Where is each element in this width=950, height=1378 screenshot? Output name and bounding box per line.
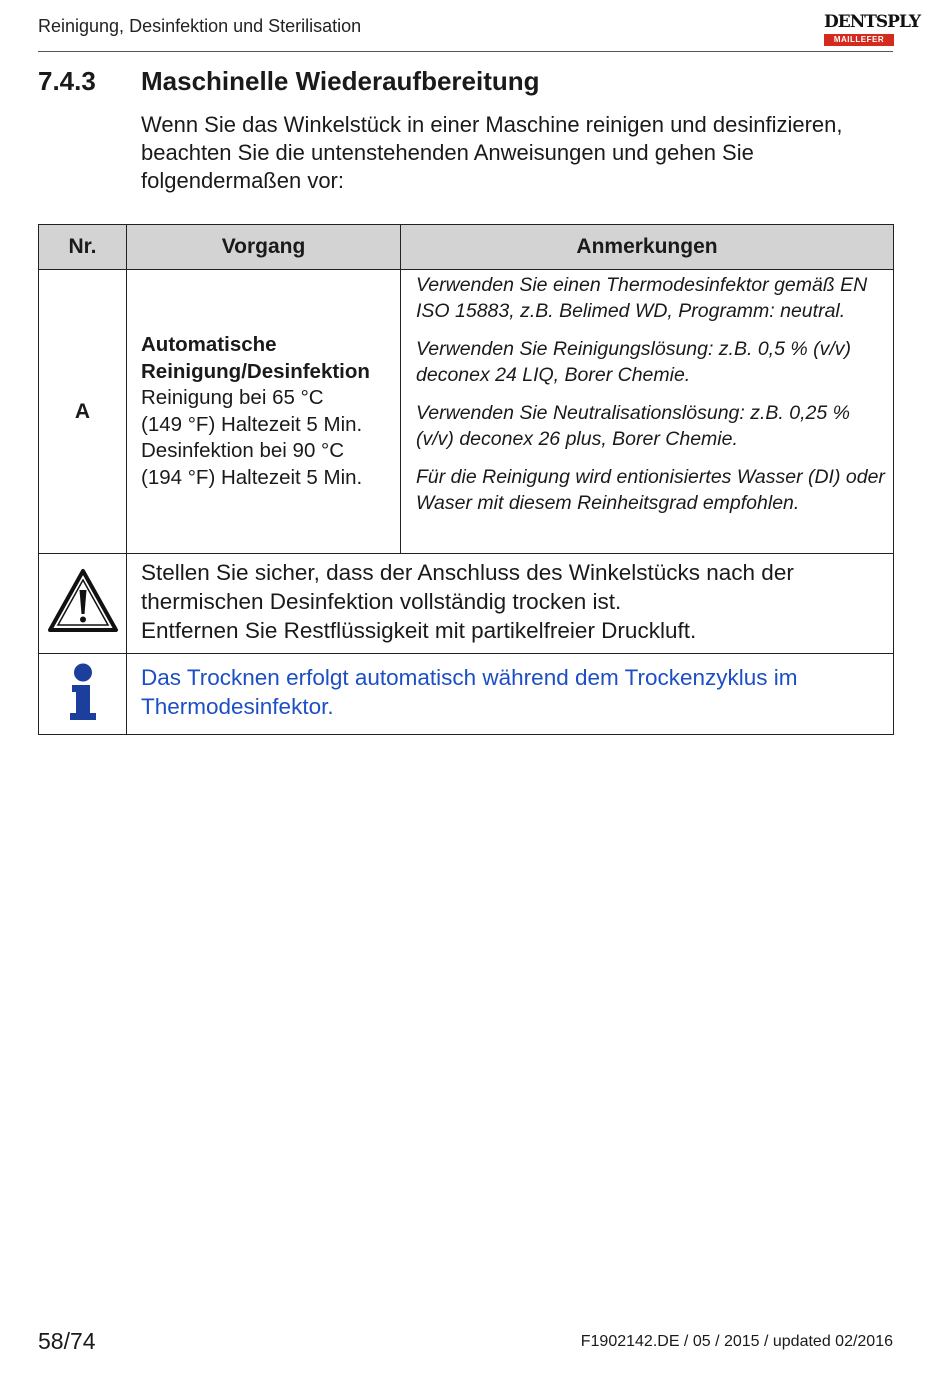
- logo-sub: MAILLEFER: [824, 34, 894, 46]
- warning-line: Entfernen Sie Restflüssigkeit mit partikelfreier Druckluft.: [141, 618, 697, 643]
- info-text: Das Trocknen erfolgt automatisch während dem Trockenzyklus im Thermodesinfektor.: [127, 654, 894, 735]
- running-header: Reinigung, Desinfektion und Sterilisation: [38, 16, 362, 36]
- info-icon-cell: [39, 654, 127, 735]
- note-paragraph: Für die Reinigung wird entionisiertes Wasser (DI) oder Waser mit diesem Reinheitsgrad empfohlen.: [416, 466, 885, 514]
- intro-paragraph: Wenn Sie das Winkelstück in einer Maschine reinigen und desinfizieren, beachten Sie die untenstehenden Anweisungen und gehen Sie folgendermaßen vor:: [141, 112, 843, 193]
- step-number: A: [39, 270, 127, 554]
- table-row: [39, 270, 894, 554]
- info-icon: [66, 663, 100, 721]
- step-procedure-line: (194 °F) Haltezeit 5 Min.: [141, 465, 363, 489]
- step-notes: [401, 270, 894, 554]
- note-paragraph: Verwenden Sie Neutralisationslösung: z.B. 0,25 % (v/v) deconex 26 plus, Borer Chemie.: [416, 402, 850, 450]
- step-procedure: [127, 270, 401, 554]
- procedure-table: [38, 224, 894, 735]
- section-title: Maschinelle Wiederaufbereitung: [141, 66, 540, 96]
- column-header-nr: Nr.: [39, 225, 127, 270]
- note-paragraph: Verwenden Sie Reinigungslösung: z.B. 0,5 % (v/v) deconex 24 LIQ, Borer Chemie.: [416, 338, 852, 386]
- table-header-row: [39, 225, 894, 270]
- step-procedure-line: (149 °F) Haltezeit 5 Min.: [141, 412, 363, 436]
- warning-row: [39, 554, 894, 654]
- step-procedure-line: Reinigung bei 65 °C: [141, 386, 324, 409]
- column-header-vorgang: Vorgang: [127, 225, 401, 270]
- warning-line: Stellen Sie sicher, dass der Anschluss des Winkelstücks nach der thermischen Desinfektion vollständig trocken ist.: [141, 560, 794, 614]
- step-procedure-title: Automatische Reinigung/Desinfektion: [141, 333, 370, 383]
- warning-triangle-icon: [47, 568, 119, 634]
- header-divider: [38, 51, 893, 52]
- column-header-anmerkungen: Anmerkungen: [401, 225, 894, 270]
- warning-icon-cell: [39, 554, 127, 654]
- dentsply-maillefer-logo: [824, 12, 920, 48]
- note-paragraph: Verwenden Sie einen Thermodesinfektor gemäß EN ISO 15883, z.B. Belimed WD, Programm: neutral.: [416, 274, 868, 322]
- warning-text: [127, 554, 894, 654]
- logo-brand: DENTSPLY: [824, 12, 920, 32]
- step-procedure-line: Desinfektion bei 90 °C: [141, 439, 345, 462]
- document-reference: F1902142.DE / 05 / 2015 / updated 02/2016: [580, 1333, 893, 1350]
- info-row: [39, 654, 894, 735]
- section-number: 7.4.3: [38, 66, 96, 96]
- page-number: 58/74: [38, 1328, 96, 1354]
